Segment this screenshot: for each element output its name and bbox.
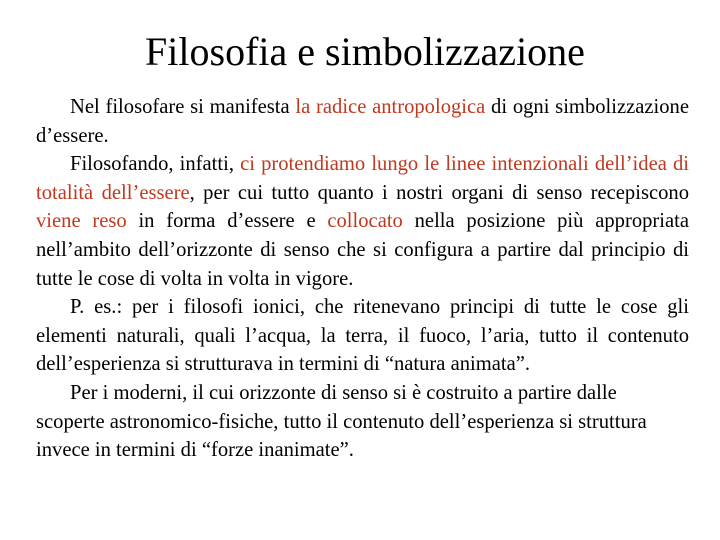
paragraph-2-highlight-2: viene reso bbox=[36, 210, 127, 233]
paragraph-2-text-4: nella posizione più appropriata nell’ambito dell’orizzonte di senso che si configura a partire dal principio di tutte le cose di volta in volta in vigore. bbox=[36, 210, 689, 290]
paragraph-2-text-1: Filosofando, infatti, bbox=[70, 153, 241, 176]
paragraph-2-highlight-3: collocato bbox=[327, 210, 403, 233]
slide-body bbox=[36, 93, 689, 465]
paragraph-2-highlight-1: ci protendiamo lungo le linee intenzionali dell’idea di totalità dell’essere bbox=[36, 153, 689, 204]
paragraph-3: P. es.: per i filosofi ionici, che ritenevano principi di tutte le cose gli elementi naturali, quali l’acqua, la terra, il fuoco, l’aria, tutto il contenuto dell’esperienza si strutturava in termini di “natura animata”. bbox=[36, 296, 689, 376]
paragraph-2 bbox=[36, 150, 689, 293]
paragraph-1 bbox=[36, 93, 689, 150]
paragraph-1-text-2: di ogni simbolizzazione d’essere. bbox=[36, 96, 689, 147]
paragraph-1-highlight-1: la radice antropologica bbox=[295, 96, 486, 118]
paragraph-4: Per i moderni, il cui orizzonte di senso si è costruito a partire dalle scoperte astronomico-fisiche, tutto il contenuto dell’esperienza si struttura invece in termini di “forze inanimate”. bbox=[36, 381, 647, 462]
slide-title: Filosofia e simbolizzazione bbox=[145, 29, 585, 74]
paragraph-2-text-2: , per cui tutto quanto i nostri organi di senso recepiscono bbox=[189, 181, 690, 204]
paragraph-2-text-3: in forma d’essere e bbox=[126, 210, 328, 233]
paragraph-1-text-1: Nel filosofare si manifesta bbox=[70, 96, 296, 118]
